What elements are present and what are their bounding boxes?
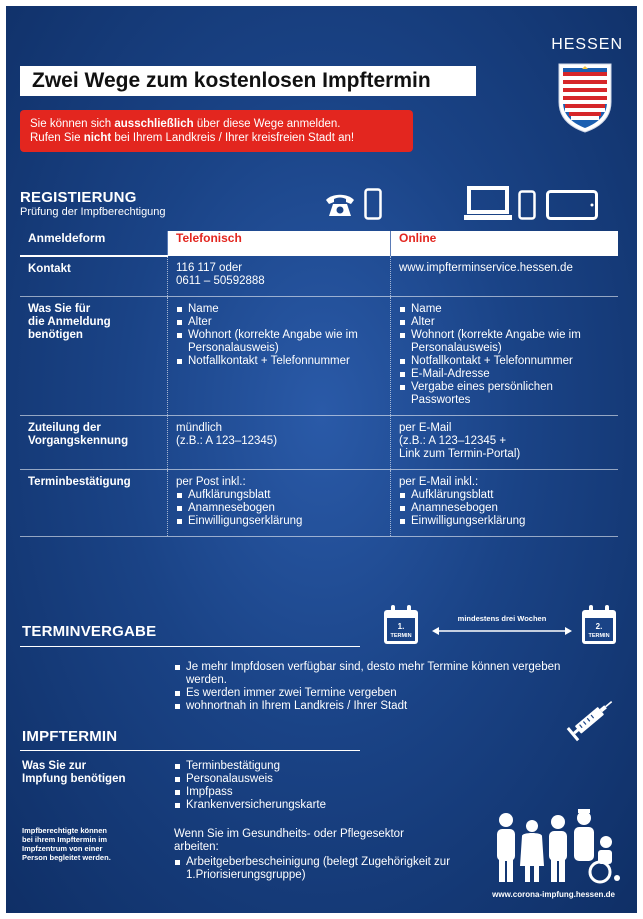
registration-heading: REGISTIERUNG xyxy=(20,189,137,206)
column-header-anmeldeform: Anmeldeform xyxy=(20,231,168,256)
double-arrow-icon xyxy=(432,626,572,636)
online-zuteilung-1: per E-Mail xyxy=(399,422,452,434)
list-item: Impfpass xyxy=(174,786,326,799)
companion-note-2: bei ihrem Impftermin im xyxy=(22,835,108,844)
table-row-needs xyxy=(20,297,618,416)
notice-line-1: Sie können sich ausschließlich über diese Wege anmelden. xyxy=(30,118,341,130)
column-header-telefonisch: Telefonisch xyxy=(168,231,391,256)
list-item: Vergabe eines persönlichen Passwortes xyxy=(399,381,610,407)
phone-zuteilung-2: (z.B.: A 123–12345) xyxy=(176,435,278,447)
interval-label: mindestens drei Wochen xyxy=(457,614,547,623)
row-label-kontakt: Kontakt xyxy=(20,256,168,297)
appointment-interval xyxy=(382,604,620,646)
notice-line-2: Rufen Sie nicht bei Ihrem Landkreis / Ihrer kreisfreien Stadt an! xyxy=(30,132,355,144)
list-item: Aufklärungsblatt xyxy=(399,489,610,502)
list-item: Alter xyxy=(176,316,382,329)
companion-note xyxy=(22,826,162,862)
phone-zuteilung-1: mündlich xyxy=(176,422,223,434)
companion-note-4: Person begleitet werden. xyxy=(22,853,111,862)
list-item: Alter xyxy=(399,316,610,329)
tablet-icon xyxy=(546,190,598,220)
online-zuteilung-3: Link zum Termin-Portal) xyxy=(399,448,521,460)
phone-bestaetigung-intro: per Post inkl.: xyxy=(176,476,246,488)
companion-note-1: Impfberechtigte können xyxy=(22,826,108,835)
list-item: E-Mail-Adresse xyxy=(399,368,610,381)
list-item: Name xyxy=(176,303,382,316)
registration-subheading: Prüfung der Impfberechtigung xyxy=(20,206,166,218)
telephone-icon xyxy=(324,192,356,218)
row-label-zuteilung xyxy=(20,416,168,470)
health-sector-line-2: arbeiten: xyxy=(174,841,219,853)
row-label-needs xyxy=(20,297,168,416)
phone-zuteilung xyxy=(168,416,391,470)
impftermin-label-1: Was Sie zur xyxy=(22,760,87,772)
phone-contact xyxy=(168,256,391,297)
list-item: Notfallkontakt + Telefonnummer xyxy=(176,355,382,368)
impftermin-list xyxy=(174,760,326,812)
list-item: Es werden immer zwei Termine vergeben xyxy=(174,687,594,700)
list-item: Terminbestätigung xyxy=(174,760,326,773)
list-item: Anamnesebogen xyxy=(399,502,610,515)
table-row-kontakt xyxy=(20,256,618,297)
health-sector-line-1: Wenn Sie im Gesundheits- oder Pflegesektor xyxy=(174,828,404,840)
row-label-zuteilung-1: Zuteilung der xyxy=(28,422,101,434)
divider xyxy=(20,646,360,647)
terminvergabe-heading: TERMINVERGABE xyxy=(22,623,157,640)
table-header-row xyxy=(20,231,618,256)
column-header-online: Online xyxy=(391,231,619,256)
list-item: Wohnort (korrekte Angabe wie im Personalausweis) xyxy=(399,329,610,355)
list-item: Personalausweis xyxy=(174,773,326,786)
row-label-needs-3: benötigen xyxy=(28,329,83,341)
list-item: Wohnort (korrekte Angabe wie im Personalausweis) xyxy=(176,329,382,355)
list-item: Notfallkontakt + Telefonnummer xyxy=(399,355,610,368)
online-zuteilung xyxy=(391,416,619,470)
brand-name: HESSEN xyxy=(551,36,623,53)
row-label-needs-1: Was Sie für xyxy=(28,303,91,315)
list-item: wohnortnah in Ihrem Landkreis / Ihrer Stadt xyxy=(174,700,594,713)
list-item: Einwilligungserklärung xyxy=(176,515,382,528)
list-item: Je mehr Impfdosen verfügbar sind, desto mehr Termine können vergeben werden. xyxy=(174,661,594,687)
row-label-bestaetigung: Terminbestätigung xyxy=(20,470,168,537)
online-bestaetigung xyxy=(391,470,619,537)
impftermin-heading: IMPFTERMIN xyxy=(22,728,118,745)
companion-note-3: Impfzentrum von einer xyxy=(22,844,103,853)
list-item: Einwilligungserklärung xyxy=(399,515,610,528)
calendar-2-label: TERMIN xyxy=(588,633,610,639)
smartphone-icon-online xyxy=(518,190,536,220)
list-item: Arbeitgeberbescheinigung (belegt Zugehörigkeit zur 1.Priorisierungsgruppe) xyxy=(174,856,474,882)
notice-box xyxy=(20,110,413,152)
phone-number-1: 116 117 oder xyxy=(176,262,243,274)
phone-bestaetigung xyxy=(168,470,391,537)
table-row-zuteilung xyxy=(20,416,618,470)
calendar-2-number: 2. xyxy=(595,622,603,631)
online-bestaetigung-intro: per E-Mail inkl.: xyxy=(399,476,479,488)
page-title: Zwei Wege zum kostenlosen Impftermin xyxy=(20,66,476,96)
divider xyxy=(20,750,360,751)
registration-table xyxy=(20,231,618,537)
list-item: Krankenversicherungskarte xyxy=(174,799,326,812)
footer-url: www.corona-impfung.hessen.de xyxy=(492,890,615,899)
calendar-icon xyxy=(382,604,420,646)
calendar-1-label: TERMIN xyxy=(390,633,412,639)
hessen-crest-icon xyxy=(557,62,613,134)
phone-number-2: 0611 – 50592888 xyxy=(176,275,265,287)
monitor-icon xyxy=(464,186,516,222)
online-needs xyxy=(391,297,619,416)
online-contact-url: www.impfterminservice.hessen.de xyxy=(391,256,619,297)
table-row-bestaetigung xyxy=(20,470,618,537)
row-label-needs-2: die Anmeldung xyxy=(28,316,111,328)
calendar-1-number: 1. xyxy=(397,622,405,631)
impftermin-label-2: Impfung benötigen xyxy=(22,773,126,785)
smartphone-icon xyxy=(364,188,382,220)
list-item: Aufklärungsblatt xyxy=(176,489,382,502)
calendar-icon xyxy=(580,604,618,646)
list-item: Anamnesebogen xyxy=(176,502,382,515)
row-label-zuteilung-2: Vorgangskennung xyxy=(28,435,129,447)
poster xyxy=(6,6,637,913)
online-zuteilung-2: (z.B.: A 123–12345 + xyxy=(399,435,507,447)
list-item: Name xyxy=(399,303,610,316)
terminvergabe-list xyxy=(174,661,594,713)
syringe-icon xyxy=(564,694,618,744)
health-sector-block xyxy=(174,828,474,882)
phone-needs xyxy=(168,297,391,416)
impftermin-label xyxy=(22,760,125,786)
people-group-icon xyxy=(492,806,624,886)
